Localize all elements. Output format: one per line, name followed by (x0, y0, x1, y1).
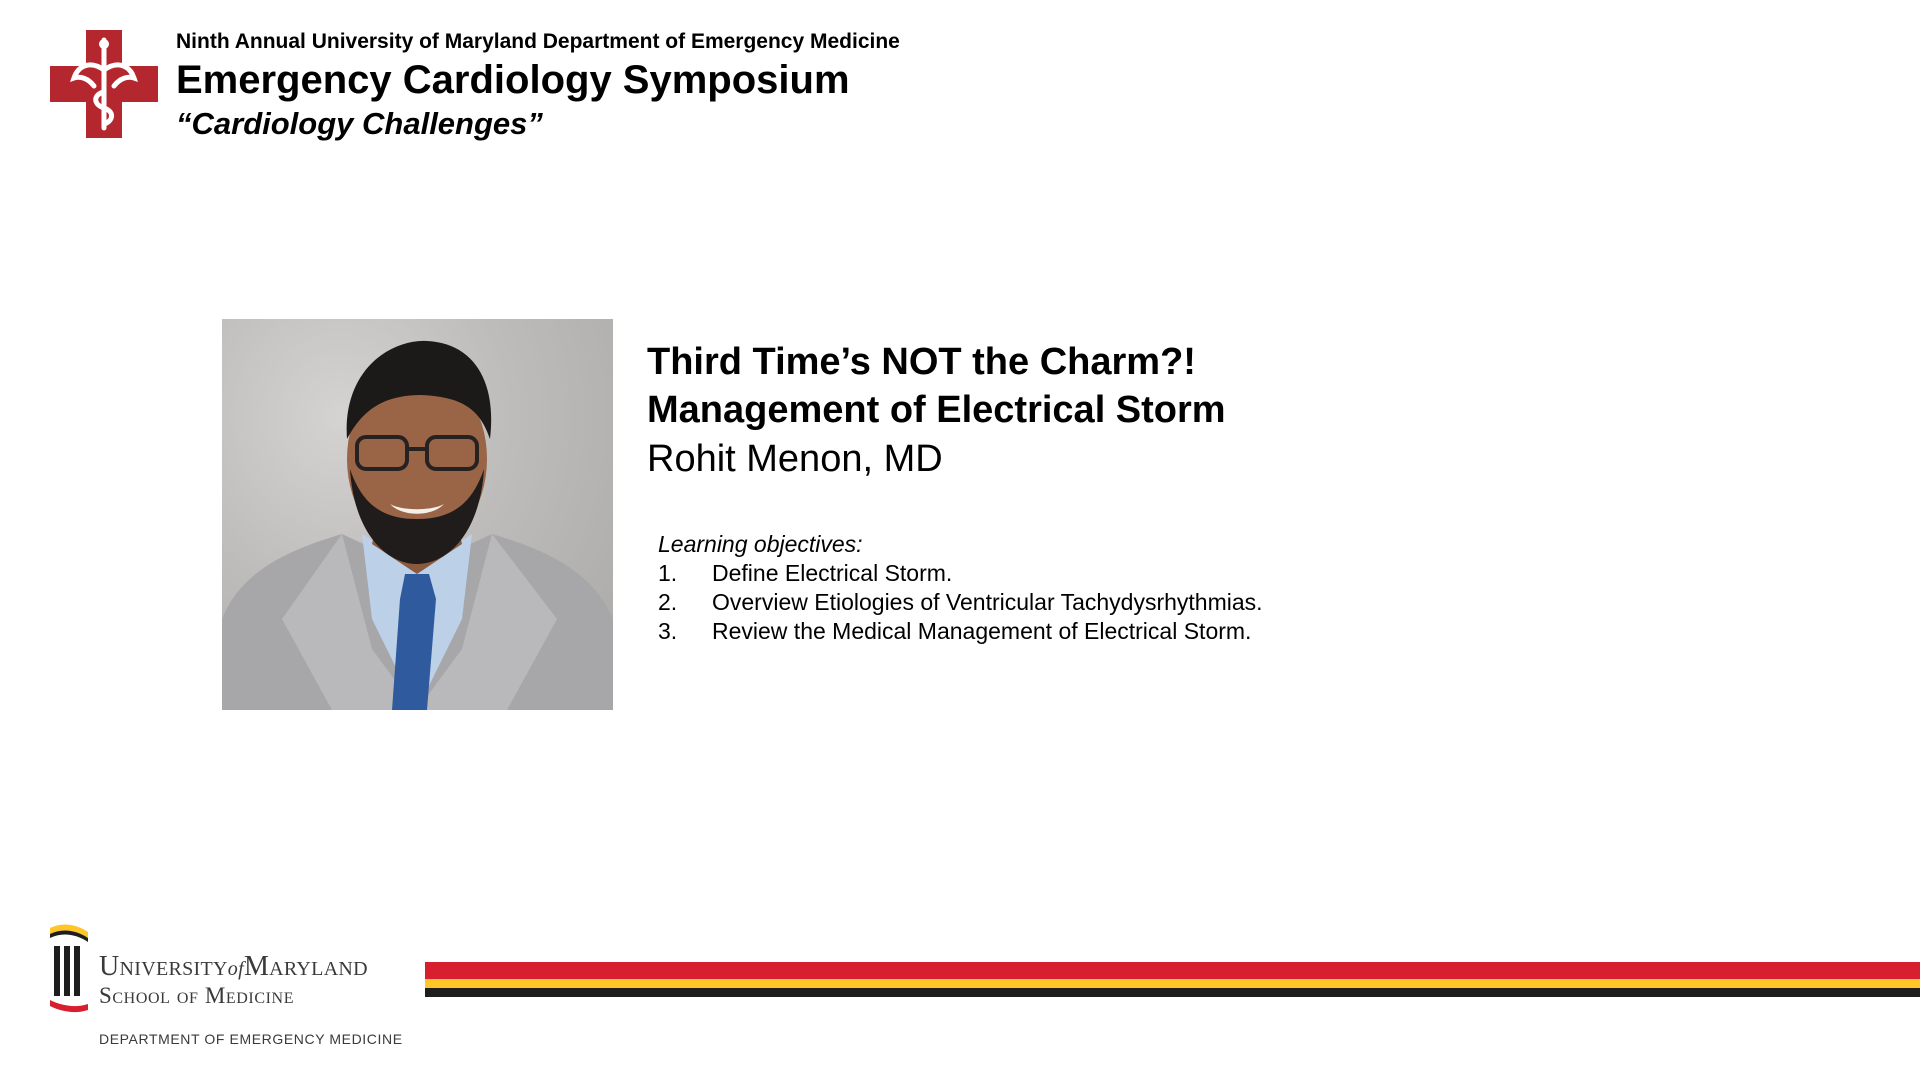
school-name: School of Medicine (99, 983, 295, 1008)
emergency-medicine-cross-icon (50, 30, 158, 138)
university-name (99, 952, 368, 1008)
department-name: DEPARTMENT OF EMERGENCY MEDICINE (99, 1031, 403, 1047)
learning-objectives (658, 530, 1263, 646)
university-word: University (99, 951, 228, 982)
objective-number: 2. (658, 589, 678, 615)
objective-text: Define Electrical Storm. (712, 560, 953, 586)
speaker-portrait-image (222, 319, 613, 710)
objective-number: 1. (658, 560, 678, 586)
symposium-title: Emergency Cardiology Symposium (176, 58, 850, 102)
stripe-gold (425, 979, 1920, 988)
talk-title-line-2: Management of Electrical Storm (647, 389, 1226, 431)
university-wordmark (99, 952, 368, 984)
list-item (658, 559, 1263, 588)
objective-text: Overview Etiologies of Ventricular Tachydysrhythmias. (712, 589, 1263, 615)
symposium-header (176, 28, 900, 144)
objective-number: 3. (658, 618, 678, 644)
objective-text: Review the Medical Management of Electrical Storm. (712, 618, 1252, 644)
maryland-color-stripes (425, 962, 1920, 997)
objectives-list (658, 559, 1263, 646)
university-maryland-word: Maryland (243, 951, 368, 982)
symposium-subtitle: “Cardiology Challenges” (176, 106, 543, 141)
list-item (658, 588, 1263, 617)
list-item (658, 617, 1263, 646)
stripe-black (425, 988, 1920, 997)
umd-columns-icon (48, 920, 92, 1016)
stripe-red (425, 962, 1920, 979)
university-of-word: of (227, 958, 244, 980)
symposium-kicker: Ninth Annual University of Maryland Department of Emergency Medicine (176, 30, 900, 53)
speaker-name: Rohit Menon, MD (647, 438, 943, 480)
speaker-photo (222, 319, 613, 710)
talk-info (647, 338, 1226, 484)
objectives-heading: Learning objectives: (658, 531, 863, 557)
talk-title-line-1: Third Time’s NOT the Charm?! (647, 341, 1196, 383)
